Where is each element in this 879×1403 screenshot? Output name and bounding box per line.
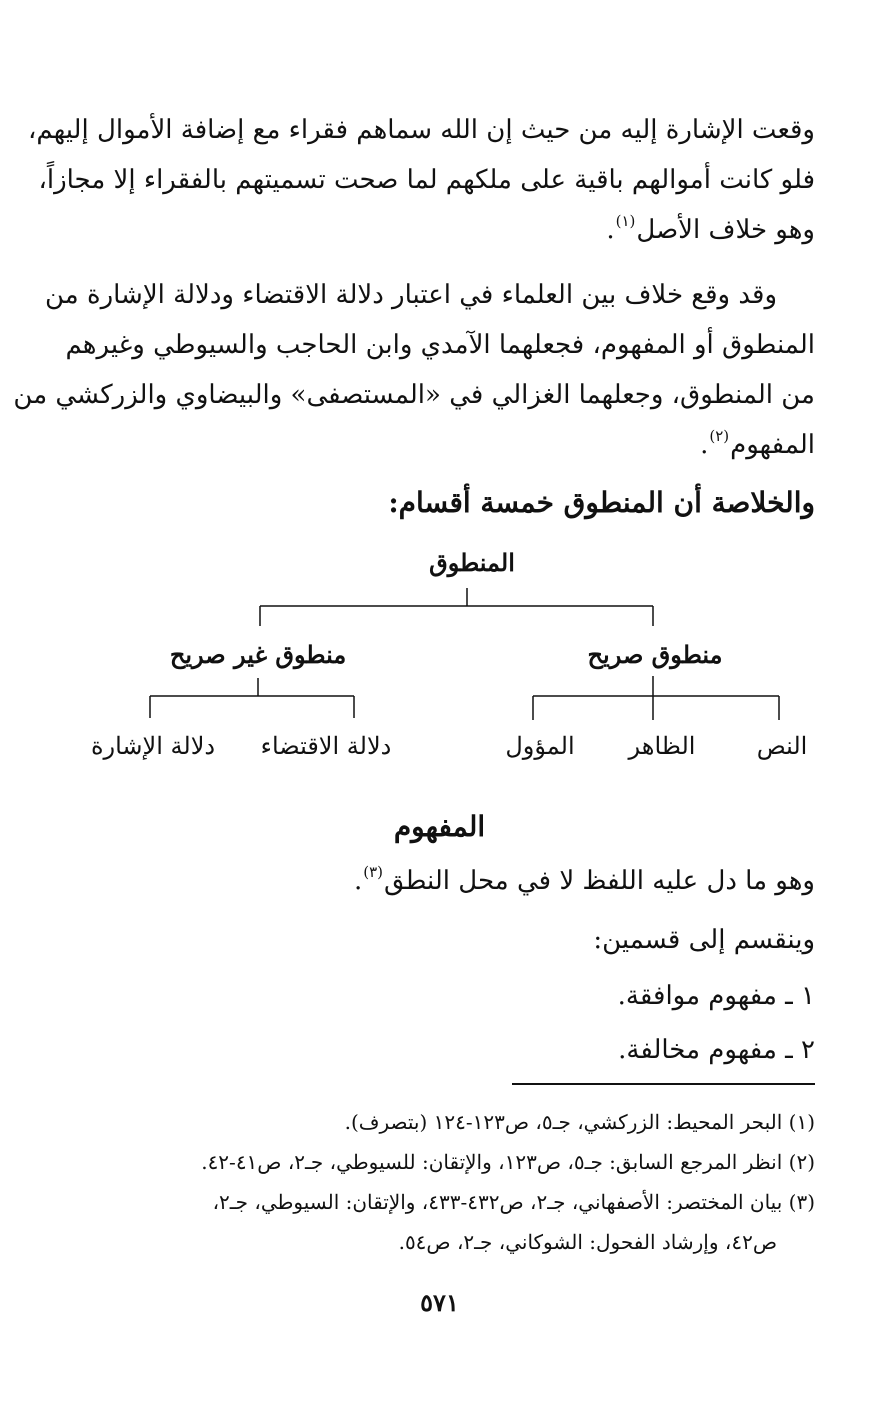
paragraph-2-line-2: المنطوق أو المفهوم، فجعلهما الآمدي وابن الحاجب والسيوطي وغيرهم xyxy=(65,330,815,360)
footnote-ref-1: (١) xyxy=(615,212,636,230)
footnote-2: (٢) انظر المرجع السابق: جـ٥، ص١٢٣، والإتقان: للسيوطي، جـ٢، ص٤١-٤٢. xyxy=(201,1150,815,1174)
paragraph-2-last-text: المفهوم xyxy=(730,430,815,460)
tree-leaf-zahir: الظاهر xyxy=(628,732,696,760)
tree-leaf-nass: النص xyxy=(756,732,808,760)
tree-leaf-muawwal: المؤول xyxy=(505,732,575,760)
tree-node-explicit: منطوق صريح xyxy=(587,640,723,669)
paragraph-1-last-text: وهو خلاف الأصل xyxy=(636,215,815,245)
paragraph-2-line-1: وقد وقع خلاف بين العلماء في اعتبار دلالة الاقتضاء ودلالة الإشارة من xyxy=(44,280,777,310)
paragraph-2 xyxy=(13,270,815,470)
footnotes xyxy=(63,1102,815,1262)
footnote-ref-2: (٢) xyxy=(709,427,730,445)
mafhum-definition-text: وهو ما دل عليه اللفظ لا في محل النطق xyxy=(384,866,815,896)
tree-root-mantuq: المنطوق xyxy=(429,548,515,577)
paragraph-1-line-1: وقعت الإشارة إليه من حيث إن الله سماهم فقراء مع إضافة الأموال إليهم، xyxy=(28,115,815,145)
mafhum-item-2: ٢ ـ مفهوم مخالفة. xyxy=(618,1035,815,1065)
paragraph-1-line-3 xyxy=(65,205,815,255)
mafhum-definition xyxy=(353,863,815,896)
paragraph-1-line-2: فلو كانت أموالهم باقية على ملكهم لما صحت تسميتهم بالفقراء إلا مجازاً، xyxy=(38,165,815,195)
footnote-3: (٣) بيان المختصر: الأصفهاني، جـ٢، ص٤٣٢-٤٣٣، والإتقان: السيوطي، جـ٢، xyxy=(212,1190,815,1214)
tree-leaf-iqtida: دلالة الاقتضاء xyxy=(260,732,392,760)
summary-heading: والخلاصة أن المنطوق خمسة أقسام: xyxy=(388,486,815,519)
mantuq-tree-diagram xyxy=(0,540,879,780)
paragraph-2-end: . xyxy=(700,430,709,460)
paragraph-1 xyxy=(28,105,815,255)
footnote-1: (١) البحر المحيط: الزركشي، جـ٥، ص١٢٣-١٢٤ (بتصرف). xyxy=(344,1110,815,1134)
page-number: ٥٧١ xyxy=(420,1288,459,1317)
tree-leaf-ishara: دلالة الإشارة xyxy=(90,732,216,760)
paragraph-2-line-4 xyxy=(65,420,815,470)
mafhum-title: المفهوم xyxy=(393,810,486,843)
footnote-ref-3: (٣) xyxy=(363,863,384,881)
footnote-3-continuation: ص٤٢، وإرشاد الفحول: الشوكاني، جـ٢، ص٥٤. xyxy=(398,1230,777,1254)
paragraph-1-end: . xyxy=(606,215,615,245)
mafhum-divides: وينقسم إلى قسمين: xyxy=(593,925,815,955)
paragraph-2-line-3: من المنطوق، وجعلهما الغزالي في «المستصفى» والبيضاوي والزركشي من xyxy=(13,380,815,410)
mafhum-item-1: ١ ـ مفهوم موافقة. xyxy=(617,981,815,1011)
tree-node-implicit: منطوق غير صريح xyxy=(169,640,347,669)
mafhum-definition-end: . xyxy=(353,866,363,896)
footnote-separator xyxy=(512,1083,815,1085)
